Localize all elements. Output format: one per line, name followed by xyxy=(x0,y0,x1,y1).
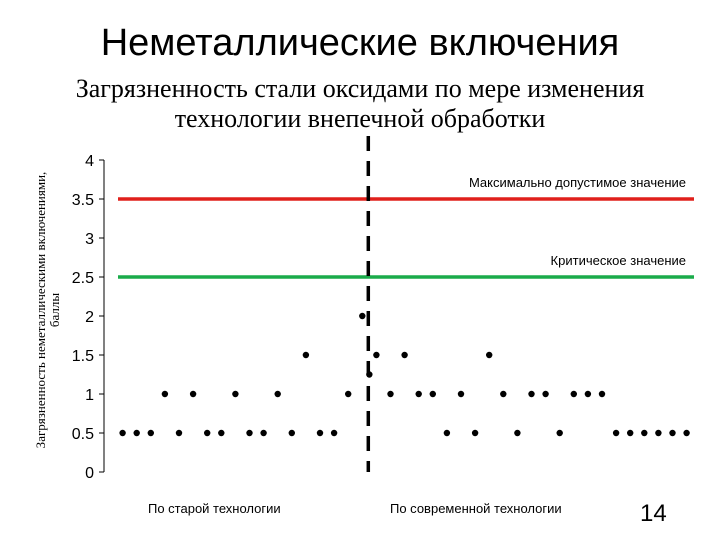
data-point xyxy=(260,430,266,436)
data-point xyxy=(683,430,689,436)
y-tick-label: 4 xyxy=(85,153,94,170)
y-tick-label: 2 xyxy=(85,309,94,326)
data-point xyxy=(486,352,492,358)
slide-title: Неметаллические включения xyxy=(100,22,620,64)
reference-line-label: Максимально допустимое значение xyxy=(468,175,686,190)
y-tick-label: 3.5 xyxy=(71,192,94,209)
y-tick-label: 1 xyxy=(85,387,94,404)
data-point xyxy=(359,313,365,319)
data-point xyxy=(373,352,379,358)
data-point xyxy=(444,430,450,436)
data-point xyxy=(204,430,210,436)
data-point xyxy=(317,430,323,436)
data-point xyxy=(162,391,168,397)
data-point xyxy=(246,430,252,436)
data-point xyxy=(401,352,407,358)
y-tick-label: 0.5 xyxy=(71,426,94,443)
y-tick-label: 1.5 xyxy=(71,348,94,365)
data-point xyxy=(331,430,337,436)
data-point xyxy=(669,430,675,436)
data-point xyxy=(232,391,238,397)
data-point xyxy=(387,391,393,397)
data-point xyxy=(134,430,140,436)
y-tick-label: 0 xyxy=(85,465,94,482)
data-point xyxy=(500,391,506,397)
data-point xyxy=(303,352,309,358)
subtitle-line-1: Загрязненность стали оксидами по мере изменения xyxy=(75,74,645,103)
page-number: 14 xyxy=(640,500,667,527)
data-point xyxy=(627,430,633,436)
data-point xyxy=(599,391,605,397)
data-point xyxy=(289,430,295,436)
y-axis-label: Загрязненность неметаллическими включениями, баллы xyxy=(33,171,62,449)
data-point xyxy=(176,430,182,436)
data-point xyxy=(430,391,436,397)
subtitle-line-2: технологии внепечной обработки xyxy=(174,104,546,133)
x-category-modern: По современной технологии xyxy=(390,501,562,516)
x-category-old: По старой технологии xyxy=(148,501,281,516)
data-point xyxy=(218,430,224,436)
data-point xyxy=(275,391,281,397)
data-point xyxy=(345,391,351,397)
y-tick-label: 3 xyxy=(85,231,94,248)
data-point xyxy=(514,430,520,436)
data-point xyxy=(655,430,661,436)
data-point xyxy=(190,391,196,397)
data-point xyxy=(458,391,464,397)
reference-line-label: Критическое значение xyxy=(550,253,686,268)
data-point xyxy=(119,430,125,436)
data-point xyxy=(571,391,577,397)
y-tick-label: 2.5 xyxy=(71,270,94,287)
data-point xyxy=(585,391,591,397)
data-point xyxy=(641,430,647,436)
data-point xyxy=(557,430,563,436)
data-point xyxy=(416,391,422,397)
data-point xyxy=(613,430,619,436)
data-point xyxy=(148,430,154,436)
data-point xyxy=(542,391,548,397)
data-point xyxy=(528,391,534,397)
data-point xyxy=(472,430,478,436)
data-point xyxy=(366,371,372,377)
